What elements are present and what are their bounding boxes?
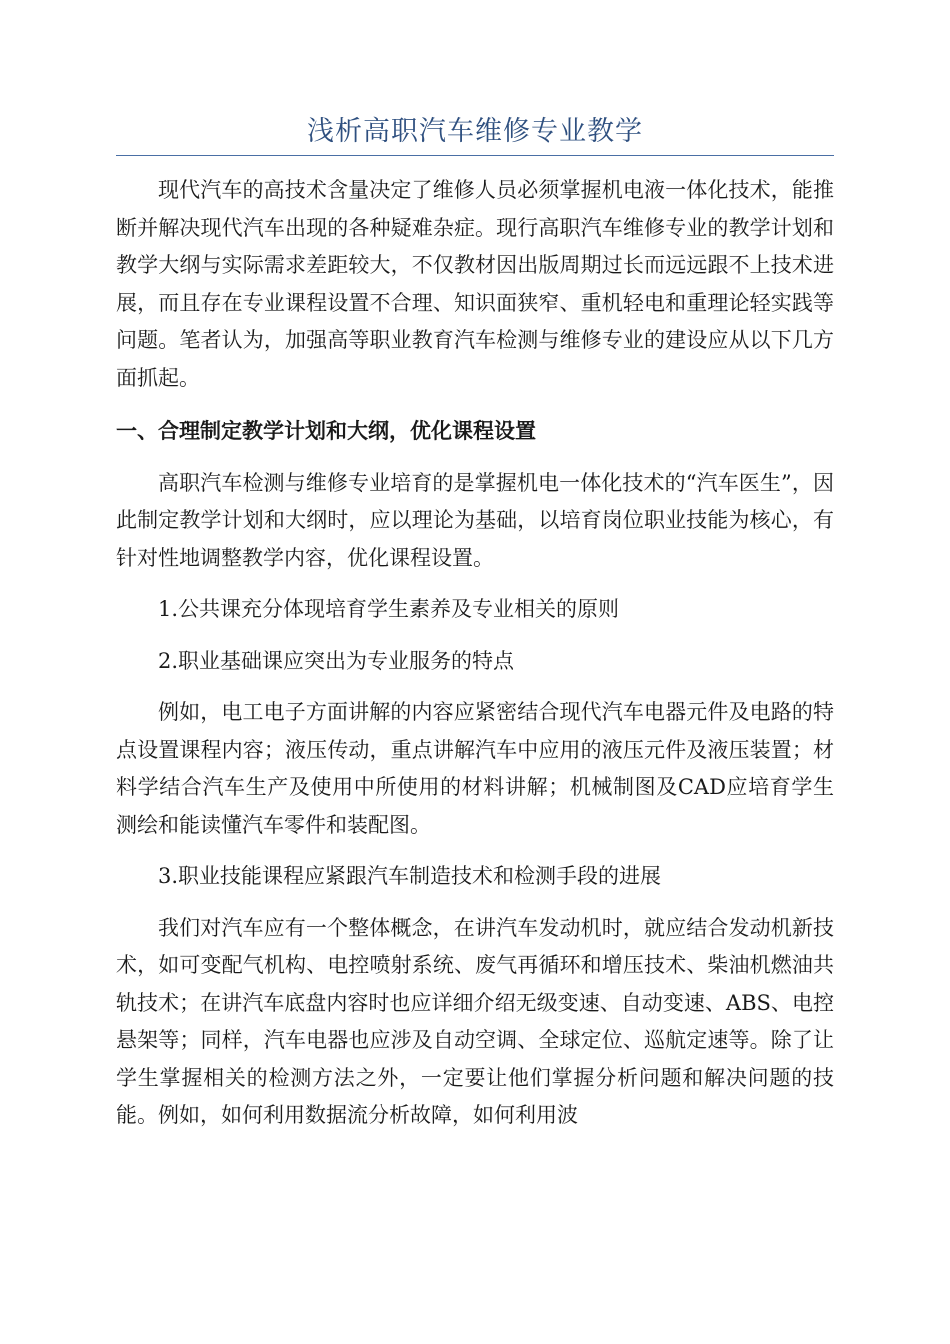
list-item-2: 2.职业基础课应突出为专业服务的特点 [158,648,515,673]
intro-paragraph: 现代汽车的高技术含量决定了维修人员必须掌握机电液一体化技术，能推断并解决现代汽车出现的各种疑难杂症。现行高职汽车维修专业的教学计划和教学大纲与实际需求差距较大，不仅教材因出版周期过长而远远跟不上技术进展，而且存在专业课程设置不合理、知识面狭窄、重机轻电和重理论轻实践等问题。笔者认为，加强高等职业教育汽车检测与维修专业的建设应从以下几方面抓起。 [116,178,834,390]
document-body [116,172,834,1135]
section-paragraph: 高职汽车检测与维修专业培育的是掌握机电一体化技术的“汽车医生”，因此制定教学计划和大纲时，应以理论为基础，以培育岗位职业技能为核心，有针对性地调整教学内容，优化课程设置。 [116,470,834,570]
list-item-3: 3.职业技能课程应紧跟汽车制造技术和检测手段的进展 [158,864,662,888]
title-underline [116,155,834,156]
section-heading: 一、合理制定教学计划和大纲，优化课程设置 [116,419,536,443]
document-title: 浅析高职汽车维修专业教学 [307,116,643,147]
item2-paragraph: 例如，电工电子方面讲解的内容应紧密结合现代汽车电器元件及电路的特点设置课程内容；液压传动，重点讲解汽车中应用的液压元件及液压装置；材料学结合汽车生产及使用中所使用的材料讲解；机械制图及CAD应培育学生测绘和能读懂汽车零件和装配图。 [116,700,834,837]
list-item-1: 1.公共课充分体现培育学生素养及专业相关的原则 [158,597,620,621]
item3-paragraph: 我们对汽车应有一个整体概念，在讲汽车发动机时，就应结合发动机新技术，如可变配气机构、电控喷射系统、废气再循环和增压技术、柴油机燃油共轨技术；在讲汽车底盘内容时也应详细介绍无级变速、自动变速、ABS、电控悬架等；同样，汽车电器也应涉及自动空调、全球定位、巡航定速等。除了让学生掌握相关的检测方法之外，一定要让他们掌握分析问题和解决问题的技能。例如，如何利用数据流分析故障，如何利用波 [116,915,834,1127]
